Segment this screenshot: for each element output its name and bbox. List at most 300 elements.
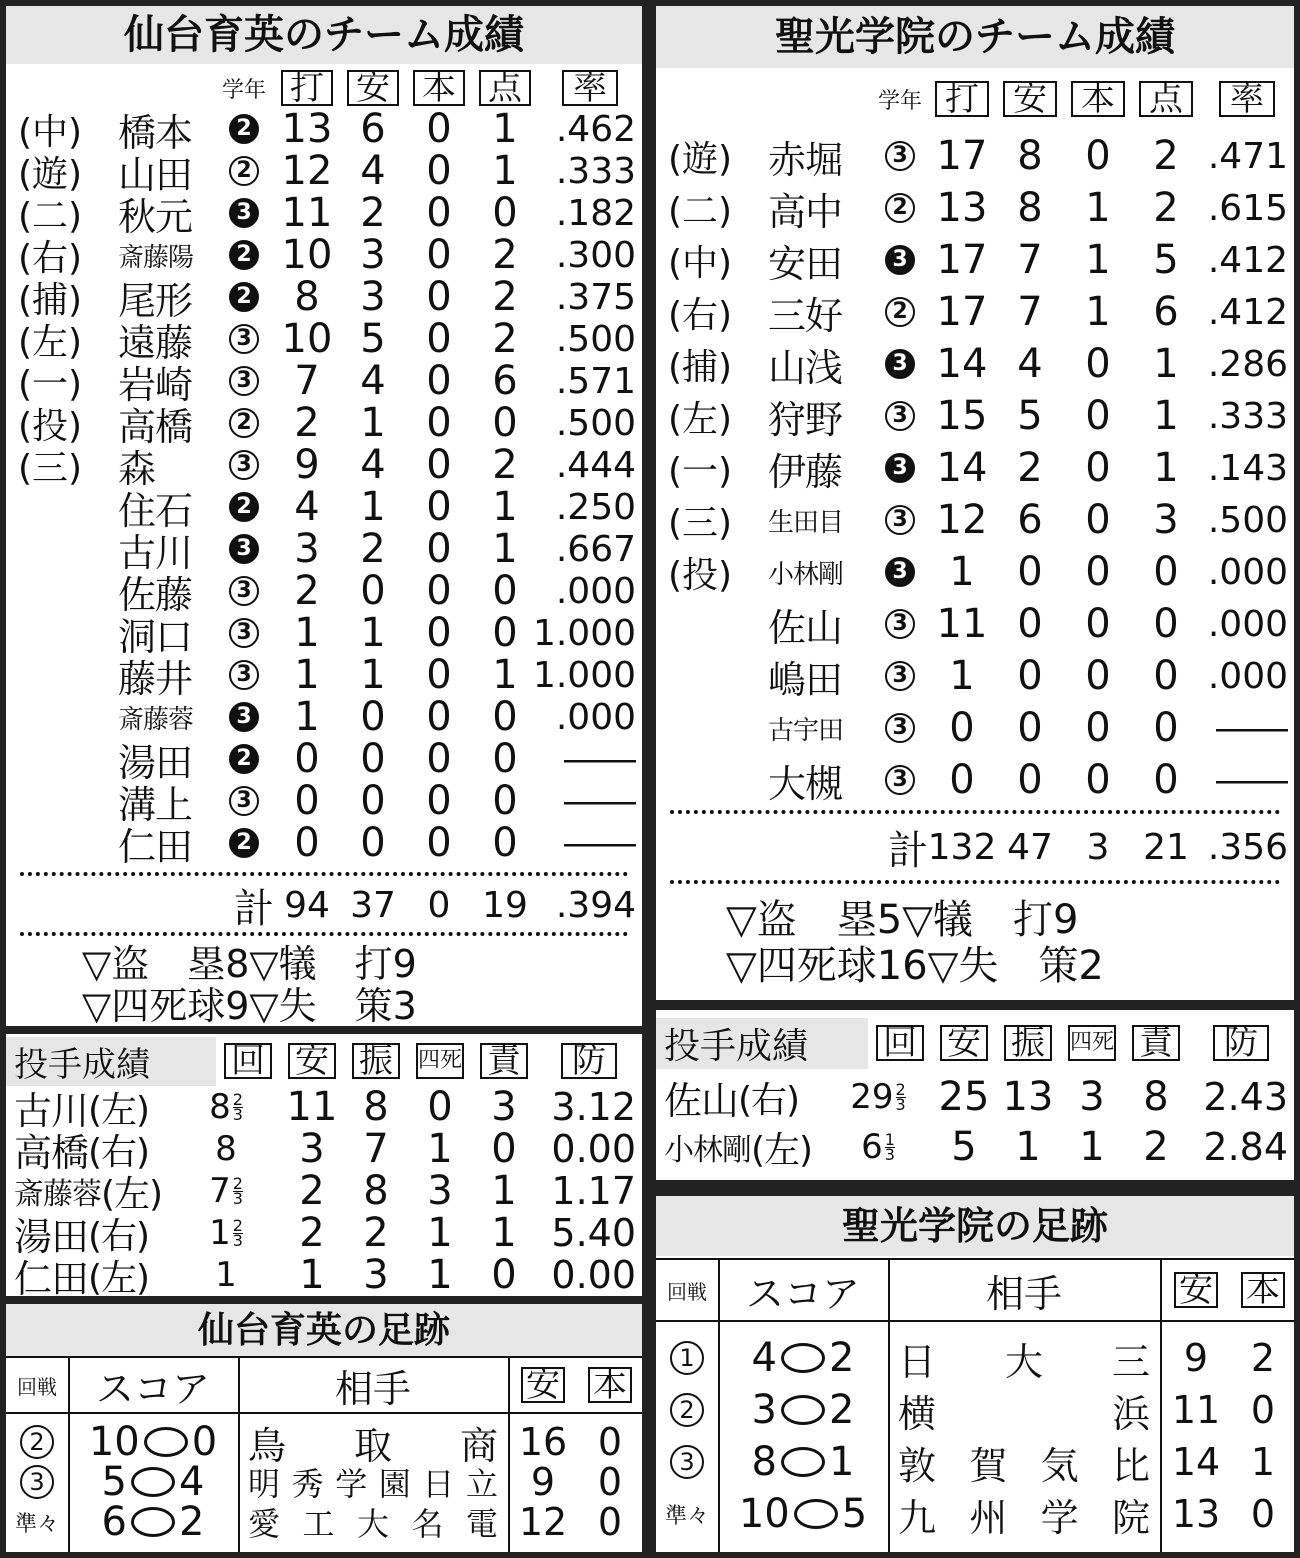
innings-num: 2: [232, 1173, 243, 1193]
position: (捕): [668, 346, 733, 388]
opponent-cell: [238, 1499, 508, 1545]
er-value: 1: [491, 1168, 517, 1214]
era-value: 1.17: [551, 1169, 636, 1213]
avg-header: 率: [1219, 81, 1275, 117]
innings-den: 3: [884, 1144, 895, 1164]
h-value: 2: [360, 190, 386, 236]
grade-badge-filled: 2: [229, 114, 259, 144]
h-header-cell: [280, 1043, 344, 1079]
player-name: 斎藤陽: [118, 242, 194, 273]
own-score: 4: [751, 1335, 777, 1381]
ab-value: 1: [294, 694, 320, 740]
hr-value: 1: [1085, 237, 1111, 283]
innings-num: 1: [884, 1129, 895, 1149]
grade-badge: 3: [229, 576, 259, 606]
h-value: 5: [360, 316, 386, 362]
bb-value: 1: [1079, 1124, 1105, 1170]
h-value: 6: [1017, 497, 1043, 543]
innings-cell: [172, 1171, 280, 1211]
table-row: [656, 234, 1294, 286]
hr-value: 0: [426, 694, 452, 740]
seiko-history-panel: [656, 1196, 1294, 1552]
hits-value: 16: [518, 1420, 568, 1464]
era-value: 5.40: [551, 1211, 636, 1255]
position: (捕): [18, 279, 83, 321]
avg-value: .444: [555, 444, 636, 486]
h-header: 安: [288, 1043, 336, 1079]
innings-fraction: [884, 1129, 895, 1164]
opponent-char: 州: [969, 1495, 1008, 1540]
grade-badge: 3: [885, 141, 915, 171]
sendai-note-1: ▽盗 塁8▽犠 打9: [82, 941, 417, 986]
hits-value: 14: [1171, 1440, 1221, 1484]
table-row: [656, 286, 1294, 338]
pitcher-name: 古川: [14, 1088, 89, 1133]
hr-value: 0: [1085, 601, 1111, 647]
innings-den: 3: [232, 1104, 243, 1124]
er-value: 0: [491, 1126, 517, 1172]
win-mark: [781, 1447, 825, 1477]
so-value: 8: [363, 1168, 389, 1214]
pitcher-hand: (左): [101, 1173, 163, 1215]
position: (右): [18, 237, 83, 279]
grade-badge-filled: 3: [885, 245, 915, 275]
hr-value: 0: [597, 1420, 623, 1464]
avg-value: 1.000: [532, 654, 636, 696]
ab-value: 3: [294, 526, 320, 572]
er-header-cell: [472, 1043, 536, 1079]
opponent-cell: [888, 1383, 1160, 1438]
rbi-value: 0: [492, 400, 518, 446]
player-name: 赤堀: [768, 137, 843, 182]
opponent-char: 浜: [1111, 1391, 1150, 1436]
pitching-title: 投手成績: [6, 1037, 216, 1086]
rbi-value: 0: [492, 820, 518, 866]
round-label: 準々: [14, 1511, 59, 1537]
table-row: [6, 106, 642, 155]
opponent-char: 気: [1040, 1443, 1079, 1488]
table-row: [6, 400, 642, 449]
avg-value: .333: [1207, 395, 1288, 437]
hr-header-cell: [578, 1367, 642, 1403]
grade-cell: [872, 141, 928, 171]
table-row: [6, 820, 642, 869]
pitcher-row: [6, 1126, 642, 1175]
grade-cell: [214, 660, 274, 690]
hr-value: 0: [426, 442, 452, 488]
avg-value: .375: [555, 276, 636, 318]
ab-value: 17: [936, 237, 988, 283]
avg-value: ――: [564, 780, 636, 822]
pitcher-name: 高橋: [14, 1130, 89, 1175]
h-value: 4: [360, 148, 386, 194]
rbi-value: 0: [492, 190, 518, 236]
era-header-cell: [1188, 1025, 1294, 1061]
opponent-char: 商: [459, 1423, 498, 1468]
opponent-char: 学: [1040, 1495, 1079, 1540]
grade-badge-filled: 3: [229, 534, 259, 564]
era-value: 3.12: [551, 1085, 636, 1129]
position: (二): [668, 190, 733, 232]
avg-value: .471: [1207, 135, 1288, 177]
so-header: 振: [1004, 1025, 1052, 1061]
ab-value: 10: [281, 316, 333, 362]
pitcher-hand: (右): [738, 1079, 800, 1121]
h-header-cell: [932, 1025, 996, 1061]
opponent-char: 秀: [291, 1465, 324, 1503]
avg-value: ――: [1216, 759, 1288, 801]
grade-badge-filled: 2: [229, 282, 259, 312]
grade-badge-filled: 2: [229, 240, 259, 270]
opponent-score: 1: [829, 1439, 855, 1485]
table-row: [656, 494, 1294, 546]
rbi-value: 2: [1153, 133, 1179, 179]
innings-cell: [172, 1129, 280, 1169]
history-row: [656, 1488, 1294, 1540]
opponent-char: 九: [898, 1495, 937, 1540]
player-name: 湯田: [118, 740, 193, 785]
h-value: 2: [1017, 445, 1043, 491]
avg-value: .412: [1207, 291, 1288, 333]
player-name: 高中: [768, 189, 843, 234]
hr-value: 0: [1250, 1388, 1276, 1432]
innings-num: 2: [232, 1215, 243, 1235]
innings-int: 1: [215, 1255, 237, 1295]
h-value: 6: [360, 106, 386, 152]
era-header-cell: [536, 1043, 642, 1079]
h-value: 0: [360, 778, 386, 824]
ab-value: 1: [949, 653, 975, 699]
round-badge: 2: [20, 1425, 54, 1459]
grade-badge: 3: [885, 609, 915, 639]
bb-value: 3: [1079, 1074, 1105, 1120]
ab-value: 2: [294, 568, 320, 614]
hr-value: 1: [1085, 289, 1111, 335]
sendai-history-panel: [6, 1304, 642, 1552]
total-rbi: 21: [1143, 826, 1189, 868]
player-name: 安田: [768, 241, 843, 286]
rbi-value: 0: [1153, 757, 1179, 803]
rbi-value: 5: [1153, 237, 1179, 283]
rbi-header-cell: [472, 70, 538, 106]
bb-value: 1: [427, 1126, 453, 1172]
bb-value: 0: [427, 1084, 453, 1130]
opponent-char: 取: [353, 1423, 392, 1468]
seiko-total-row: [656, 818, 1294, 876]
own-score: 6: [101, 1499, 127, 1545]
player-name: 古宇田: [768, 715, 844, 746]
avg-value: .667: [555, 528, 636, 570]
innings-int: 6: [861, 1127, 883, 1167]
ab-value: 0: [949, 757, 975, 803]
ab-value: 0: [294, 736, 320, 782]
pitcher-row: [656, 1072, 1294, 1122]
position: (中): [18, 111, 83, 153]
grade-cell: [872, 349, 928, 379]
hr-value: 0: [426, 274, 452, 320]
innings-den: 3: [232, 1188, 243, 1208]
win-mark: [144, 1427, 188, 1457]
opponent-char: 賀: [969, 1443, 1008, 1488]
ab-value: 15: [936, 393, 988, 439]
h-value: 0: [360, 694, 386, 740]
table-row: [656, 546, 1294, 598]
rbi-value: 0: [492, 694, 518, 740]
score-cell: [718, 1335, 888, 1381]
avg-value: .500: [1207, 499, 1288, 541]
pitcher-name: 湯田: [14, 1214, 89, 1259]
ab-header: 打: [281, 70, 333, 106]
history-row: [656, 1384, 1294, 1436]
so-value: 1: [1015, 1124, 1041, 1170]
history-row: [656, 1436, 1294, 1488]
rbi-value: 0: [492, 778, 518, 824]
rbi-value: 2: [492, 274, 518, 320]
er-value: 8: [1143, 1074, 1169, 1120]
rbi-value: 0: [1153, 705, 1179, 751]
grade-badge-filled: 3: [229, 702, 259, 732]
hr-value: 0: [426, 568, 452, 614]
own-score: 10: [88, 1419, 140, 1465]
grade-badge: 2: [885, 193, 915, 223]
pitcher-name-cell: [6, 1248, 172, 1297]
grade-badge-filled: 3: [229, 198, 259, 228]
h-value: 1: [360, 400, 386, 446]
grade-header: 学年: [877, 88, 922, 114]
avg-value: .500: [555, 318, 636, 360]
grade-badge: 3: [229, 366, 259, 396]
grade-cell: [214, 324, 274, 354]
hr-header: 本: [413, 70, 465, 106]
bb-header: 四死: [1068, 1025, 1116, 1061]
hr-value: 0: [426, 232, 452, 278]
grade-badge: 2: [229, 156, 259, 186]
h-value: 1: [360, 610, 386, 656]
so-value: 8: [363, 1084, 389, 1130]
avg-header: 率: [562, 70, 618, 106]
innings-num: 2: [232, 1089, 243, 1109]
position: (一): [18, 363, 83, 405]
innings-den: 3: [895, 1094, 906, 1114]
h-value: 0: [360, 736, 386, 782]
grade-cell: [872, 193, 928, 223]
grade-cell: [214, 534, 274, 564]
grade-cell: [214, 618, 274, 648]
er-value: 2: [1143, 1124, 1169, 1170]
grade-cell: [214, 366, 274, 396]
era-value: 0.00: [551, 1253, 636, 1296]
score-header: スコア: [745, 1271, 860, 1316]
h-value: 5: [1017, 393, 1043, 439]
table-row: [656, 442, 1294, 494]
own-score: 8: [751, 1439, 777, 1485]
avg-value: .000: [1207, 655, 1288, 697]
ab-value: 13: [281, 106, 333, 152]
seiko-history-title: 聖光学院の足跡: [656, 1196, 1294, 1256]
round-cell: [6, 1507, 68, 1538]
hr-header: 本: [1241, 1272, 1285, 1308]
own-score: 5: [101, 1459, 127, 1505]
position: (遊): [18, 153, 83, 195]
hr-value: 0: [1085, 757, 1111, 803]
win-mark: [131, 1507, 175, 1537]
table-row: [6, 568, 642, 617]
grade-badge: 2: [885, 297, 915, 327]
rbi-header-cell: [1132, 81, 1200, 117]
h-header: 安: [347, 70, 399, 106]
score-cell: [718, 1439, 888, 1485]
bb-header-cell: [1060, 1025, 1124, 1061]
grade-cell: [872, 713, 928, 743]
bb-value: 1: [427, 1210, 453, 1256]
ab-value: 11: [936, 601, 988, 647]
grade-cell: [214, 576, 274, 606]
h-value: 4: [360, 358, 386, 404]
opponent-score: 2: [829, 1387, 855, 1433]
h-value: 7: [1017, 289, 1043, 335]
total-avg: .356: [1207, 826, 1288, 868]
seiko-note-1: ▽盗 塁5▽犠 打9: [726, 896, 1079, 943]
grade-cell: [214, 702, 274, 732]
era-header: 防: [1213, 1025, 1269, 1061]
pitcher-name-cell: [656, 1070, 824, 1125]
er-value: 1: [491, 1210, 517, 1256]
rbi-value: 1: [492, 148, 518, 194]
table-row: [6, 442, 642, 491]
h-value: 8: [1017, 185, 1043, 231]
player-name: 橋本: [118, 110, 193, 155]
grade-badge-filled: 2: [229, 744, 259, 774]
h-value: 0: [360, 820, 386, 866]
round-cell: [656, 1445, 718, 1479]
table-row: [656, 182, 1294, 234]
position: (中): [668, 242, 733, 284]
ab-value: 17: [936, 289, 988, 335]
innings-int: 29: [850, 1077, 894, 1117]
sendai-batting-header: [6, 68, 642, 108]
sendai-pitching-panel: [6, 1034, 642, 1296]
era-value: 2.84: [1203, 1125, 1288, 1169]
own-score: 3: [751, 1387, 777, 1433]
h-value: 0: [360, 568, 386, 614]
pitcher-hand: (左): [88, 1089, 150, 1131]
hr-value: 0: [1085, 705, 1111, 751]
total-ab: 94: [284, 884, 330, 926]
player-name: 古川: [118, 530, 193, 575]
player-name: 遠藤: [118, 320, 193, 365]
opponent-score: 2: [179, 1499, 205, 1545]
history-row: [656, 1332, 1294, 1384]
player-name: 嶋田: [768, 657, 843, 702]
ab-value: 4: [294, 484, 320, 530]
rbi-value: 1: [492, 484, 518, 530]
rbi-value: 2: [492, 316, 518, 362]
opponent-char: 園: [378, 1465, 411, 1503]
h-value: 0: [1017, 653, 1043, 699]
seiko-team-stats-title: 聖光学院のチーム成績: [656, 6, 1294, 68]
pitcher-hand: (右): [88, 1215, 150, 1257]
seiko-note-2: ▽四死球16▽失 策2: [726, 942, 1104, 989]
grade-badge-filled: 3: [885, 453, 915, 483]
bb-header-cell: [408, 1043, 472, 1079]
h-header: 安: [940, 1025, 988, 1061]
h-value: 3: [360, 274, 386, 320]
sendai-team-stats-panel: [6, 6, 642, 1026]
rbi-value: 0: [1153, 601, 1179, 647]
position: (遊): [668, 138, 733, 180]
ab-value: 12: [936, 497, 988, 543]
grade-badge: 3: [885, 713, 915, 743]
table-row: [6, 190, 642, 239]
win-mark: [781, 1343, 825, 1373]
bb-header: 四死: [416, 1043, 464, 1079]
ab-value: 7: [294, 358, 320, 404]
era-value: 2.43: [1203, 1075, 1288, 1119]
innings-cell: [172, 1087, 280, 1127]
opponent-char: 大: [356, 1505, 389, 1543]
er-header-cell: [1124, 1025, 1188, 1061]
rbi-value: 6: [1153, 289, 1179, 335]
er-value: 0: [491, 1252, 517, 1296]
player-name: 溝上: [118, 782, 193, 827]
grade-header: 学年: [221, 77, 266, 103]
hits-value: 12: [518, 1500, 568, 1544]
opponent-char: 立: [465, 1465, 498, 1503]
grade-cell: [872, 401, 928, 431]
h-value: 0: [1017, 601, 1043, 647]
grade-badge: 3: [885, 765, 915, 795]
avg-value: .571: [555, 360, 636, 402]
grade-badge: 3: [229, 618, 259, 648]
table-row: [6, 652, 642, 701]
hr-value: 0: [1085, 133, 1111, 179]
ab-value: 8: [294, 274, 320, 320]
rbi-value: 2: [492, 232, 518, 278]
hr-value: 0: [426, 148, 452, 194]
player-name: 佐藤: [118, 572, 193, 617]
era-header: 防: [561, 1043, 617, 1079]
innings-cell: [172, 1255, 280, 1295]
player-name: 秋元: [118, 194, 193, 239]
so-header-cell: [344, 1043, 408, 1079]
rbi-value: 2: [492, 442, 518, 488]
avg-value: 1.000: [532, 612, 636, 654]
table-row: [6, 778, 642, 827]
opponent-score: 4: [179, 1459, 205, 1505]
h-value: 3: [360, 232, 386, 278]
ab-value: 14: [936, 341, 988, 387]
table-row: [6, 316, 642, 365]
grade-cell: [214, 828, 274, 858]
player-name: 斎藤蓉: [118, 704, 194, 735]
hits-header-cell: [508, 1367, 578, 1403]
own-score: 10: [738, 1491, 790, 1537]
ab-header-cell: [928, 81, 996, 117]
innings-cell: [824, 1127, 932, 1167]
table-row: [6, 148, 642, 197]
round-label: 準々: [664, 1503, 709, 1529]
rbi-value: 1: [1153, 393, 1179, 439]
opponent-char: 鳥: [248, 1423, 287, 1468]
hr-value: 0: [1250, 1492, 1276, 1536]
player-name: 住石: [118, 488, 193, 533]
opponent-score: 0: [191, 1419, 218, 1465]
rbi-value: 3: [1153, 497, 1179, 543]
player-name: 岩崎: [118, 362, 193, 407]
sendai-team-stats-title: 仙台育英のチーム成績: [6, 6, 642, 64]
hits-header-cell: [1160, 1272, 1232, 1308]
ab-value: 17: [936, 133, 988, 179]
